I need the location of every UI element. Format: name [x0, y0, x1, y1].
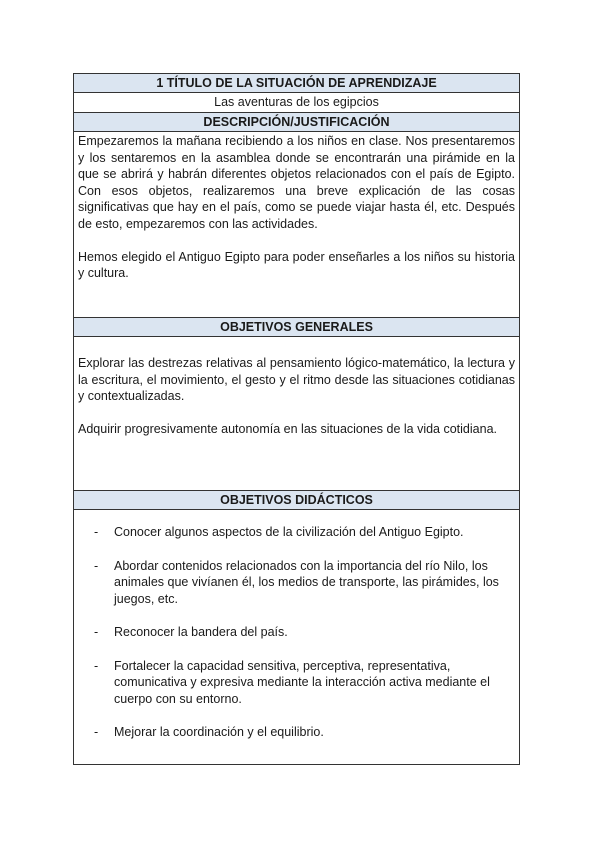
list-item: [94, 558, 515, 608]
list-item-text: Fortalecer la capacidad sensitiva, perceptiva, representativa, comunicativa y expresiva mediante la interacción activa mediante el cuerpo con su entorno.: [114, 658, 490, 706]
list-item-text: Conocer algunos aspectos de la civilización del Antiguo Egipto.: [114, 525, 464, 539]
list-item: [94, 724, 515, 741]
didactic-objectives-header: OBJETIVOS DIDÁCTICOS: [74, 491, 519, 510]
bullet-dash: -: [94, 525, 99, 539]
description-paragraph: Hemos elegido el Antiguo Egipto para poder enseñarles a los niños su historia y cultura.: [78, 249, 515, 280]
list-item-text: Mejorar la coordinación y el equilibrio.: [114, 725, 324, 739]
list-item-text: Reconocer la bandera del país.: [114, 625, 288, 639]
list-item: [94, 524, 515, 541]
bullet-dash: -: [94, 725, 99, 739]
learning-situation-table: [73, 73, 520, 765]
list-item: [94, 658, 515, 708]
bullet-dash: -: [94, 558, 99, 573]
title-header: 1 TÍTULO DE LA SITUACIÓN DE APRENDIZAJE: [74, 74, 519, 93]
didactic-objectives-list: [94, 524, 515, 741]
general-objective-paragraph: Adquirir progresivamente autonomía en las situaciones de la vida cotidiana.: [78, 422, 497, 436]
description-paragraph: Empezaremos la mañana recibiendo a los niños en clase. Nos presentaremos y los sentaremos en la asamblea donde se encontrarán una pirámide en la que se abrirá y habrán diferentes objetos relacionados con el país de Egipto. Con esos objetos, realizaremos una breve explicación de las cosas significativas que hay en el país, como se puede viajar hasta él, etc. Después de esto, empezaremos con las actividades.: [78, 134, 515, 231]
title-value: Las aventuras de los egipcios: [74, 93, 519, 113]
bullet-dash: -: [94, 658, 99, 673]
description-header: DESCRIPCIÓN/JUSTIFICACIÓN: [74, 113, 519, 132]
bullet-dash: -: [94, 625, 99, 639]
general-objectives-header: OBJETIVOS GENERALES: [74, 318, 519, 337]
didactic-objectives-cell: [74, 510, 519, 764]
general-objective-paragraph: Explorar las destrezas relativas al pensamiento lógico-matemático, la lectura y la escritura, el movimiento, el gesto y el ritmo desde las situaciones cotidianas y contextualizadas.: [78, 356, 515, 403]
list-item: [94, 624, 515, 641]
list-item-text: Abordar contenidos relacionados con la importancia del río Nilo, los animales que vivíanen él, los medios de transporte, las pirámides, los juegos, etc.: [114, 558, 499, 606]
general-objectives-cell: [74, 337, 519, 491]
description-cell: [74, 132, 519, 318]
